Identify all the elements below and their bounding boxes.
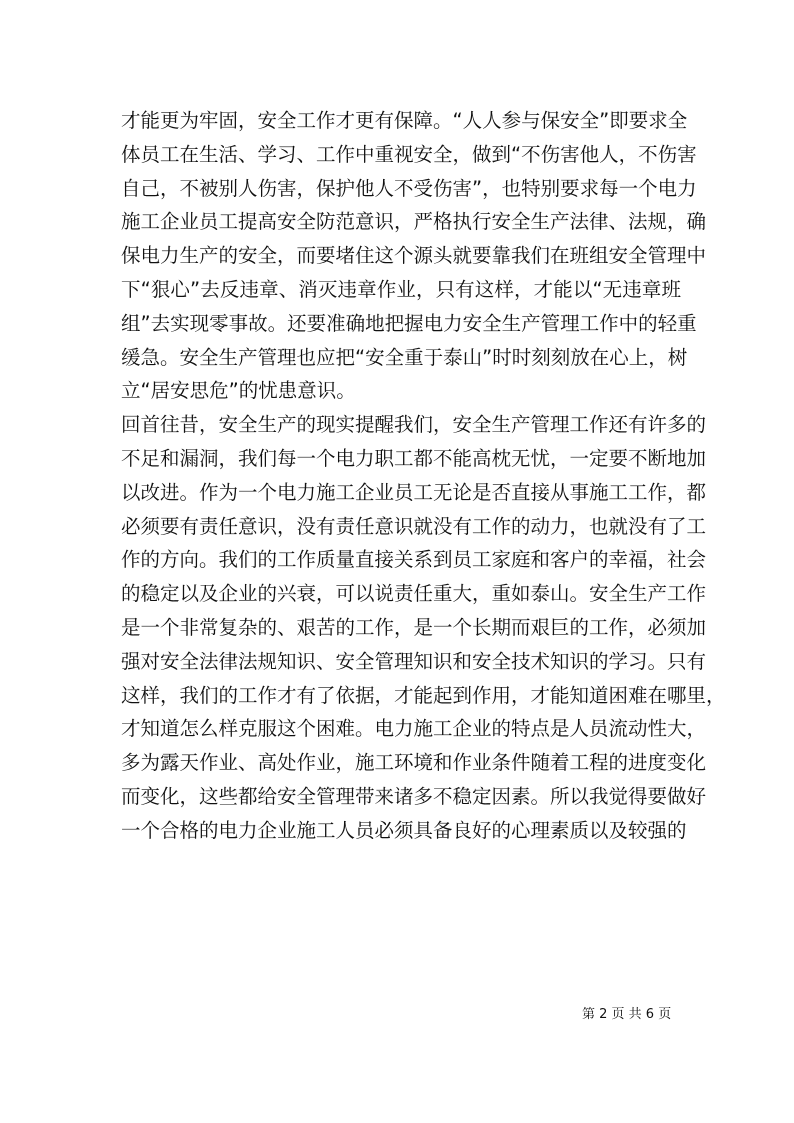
text-line: 一个合格的电力企业施工人员必须具备良好的心理素质以及较强的 <box>121 818 687 842</box>
paragraph-end-line: 立“居安思危”的忧患意识。 <box>121 379 356 403</box>
text-line: 组”去实现零事故。还要准确地把握电力安全生产管理工作中的轻重 <box>121 311 697 335</box>
text-line: 必须要有责任意识，没有责任意识就没有工作的动力，也就没有了工 <box>121 514 707 538</box>
page-number: 第 2 页 共 6 页 <box>582 1007 672 1022</box>
text-line: 作的方向。我们的工作质量直接关系到员工家庭和客户的幸福，社会 <box>121 548 707 572</box>
text-line: 强对安全法律法规知识、安全管理知识和安全技术知识的学习。只有 <box>121 649 707 673</box>
text-line: 才能更为牢固，安全工作才更有保障。“人人参与保安全”即要求全 <box>121 109 688 132</box>
body-text <box>121 104 726 848</box>
text-line: 的稳定以及企业的兴衰，可以说责任重大，重如泰山。安全生产工作 <box>121 582 707 606</box>
text-line: 才知道怎么样克服这个困难。电力施工企业的特点是人员流动性大， <box>121 717 707 741</box>
text-line: 以改进。作为一个电力施工企业员工无论是否直接从事施工工作，都 <box>121 480 707 504</box>
text-line: 而变化，这些都给安全管理带来诸多不稳定因素。所以我觉得要做好 <box>121 784 707 808</box>
text-line: 施工企业员工提高安全防范意识，严格执行安全生产法律、法规，确 <box>121 210 707 234</box>
text-line: 自己，不被别人伤害，保护他人不受伤害”，也特别要求每一个电力 <box>121 176 697 200</box>
text-line: 回首往昔，安全生产的现实提醒我们，安全生产管理工作还有许多的 <box>121 413 707 437</box>
text-line: 多为露天作业、高处作业，施工环境和作业条件随着工程的进度变化 <box>121 751 707 775</box>
text-line: 体员工在生活、学习、工作中重视安全，做到“不伤害他人，不伤害 <box>121 142 697 166</box>
text-line: 缓急。安全生产管理也应把“安全重于泰山”时时刻刻放在心上，树 <box>121 345 688 369</box>
text-line: 下“狠心”去反违章、消灭违章作业，只有这样，才能以“无违章班 <box>121 277 681 301</box>
text-line: 保电力生产的安全，而要堵住这个源头就要靠我们在班组安全管理中 <box>121 244 707 268</box>
text-line: 不足和漏洞，我们每一个电力职工都不能高枕无忧，一定要不断地加 <box>121 446 707 470</box>
text-line: 是一个非常复杂的、艰苦的工作，是一个长期而艰巨的工作，必须加 <box>121 615 707 639</box>
text-line: 这样，我们的工作才有了依据，才能起到作用，才能知道困难在哪里， <box>121 683 726 707</box>
